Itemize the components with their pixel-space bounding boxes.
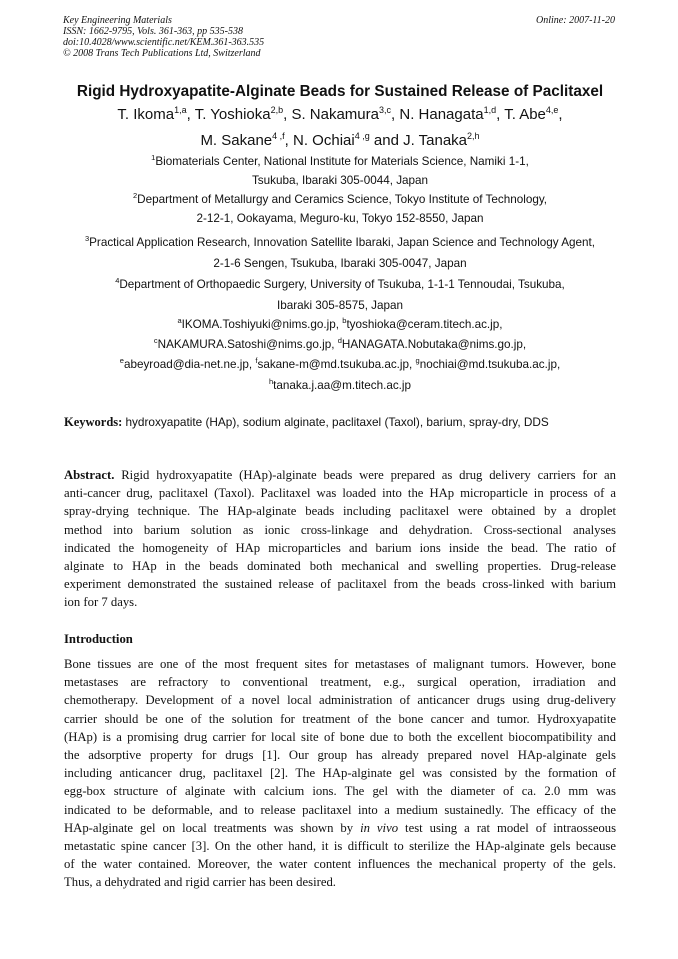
email: $^c$NAKAMURA.Satoshi@nims.go.jp	[153, 336, 332, 351]
issn-line: ISSN: 1662-9795, Vols. 361-363, pp 535-538	[63, 26, 243, 37]
affiliation-2: $^2$Department of Metallurgy and Ceramics Science, Tokyo Institute of Technology, 2-12-1, Ookayama, Meguro-ku, Tokyo 152-8550, Japan	[132, 191, 548, 225]
keywords-text: hydroxyapatite (HAp), sodium alginate, paclitaxel (Taxol), barium, spray-dry, DDS	[125, 415, 549, 429]
journal-header	[63, 15, 615, 59]
author: T. Ikoma$^{1,a}$	[117, 105, 187, 123]
author-line-2: M. Sakane$^{4 ,f}$, N. Ochiai$^{4 ,g}$ and J. Tanaka$^{2,h}$	[200, 131, 480, 149]
email: $^f$sakane-m@md.tsukuba.ac.jp	[255, 356, 410, 371]
author: N. Hanagata$^{1,d}$	[399, 105, 497, 123]
author: N. Ochiai$^{4 ,g}$	[293, 131, 370, 149]
abstract-label: Abstract.	[64, 468, 115, 482]
email: $^d$HANAGATA.Nobutaka@nims.go.jp	[337, 336, 523, 351]
email: $^g$nochiai@md.tsukuba.ac.jp	[415, 356, 557, 371]
email-line-3: $^e$abeyroad@dia-net.ne.jp, $^f$sakane-m@md.tsukuba.ac.jp, $^g$nochiai@md.tsukuba.ac.jp,	[119, 356, 561, 371]
email: $^e$abeyroad@dia-net.ne.jp	[119, 356, 249, 371]
affiliation-3: $^3$Practical Application Research, Innovation Satellite Ibaraki, Japan Science and Technology Agent, 2-1-6 Sengen, Tsukuba, Ibaraki 305-0047, Japan	[84, 234, 596, 270]
email: $^h$tanaka.j.aa@m.titech.ac.jp	[268, 377, 412, 392]
keywords-label: Keywords:	[64, 415, 123, 429]
email: $^a$IKOMA.Toshiyuki@nims.go.jp	[177, 316, 336, 331]
doi-line: doi:10.4028/www.scientific.net/KEM.361-363.535	[63, 37, 265, 48]
affiliation-1: $^1$Biomaterials Center, National Institute for Materials Science, Namiki 1-1, Tsukuba, Ibaraki 305-0044, Japan	[151, 153, 529, 187]
author: M. Sakane$^{4 ,f}$	[200, 131, 285, 149]
paper-title: Rigid Hydroxyapatite-Alginate Beads for Sustained Release of Paclitaxel	[76, 83, 604, 100]
abstract: Abstract. Rigid hydroxyapatite (HAp)-alginate beads were prepared as drug delivery carriers for an anti-cancer drug, paclitaxel (Taxol). Paclitaxel was loaded into the HAp microparticle in process of a spray-drying technique. The HAp-alginate beads including paclitaxel were obtained by a droplet method into barium solution as ionic cross-linkage and dehydration. Cross-sectional analyses indicated the homogeneity of HAp microparticles and barium ions inside the bead. The ratio of alginate to HAp in the beads dominated both mechanical and swelling properties. Drug-release experiment demonstrated the sustained release of paclitaxel from the beads cross-linked with barium ion for 7 days.	[64, 468, 616, 610]
introduction-body: Bone tissues are one of the most frequent sites for metastases of malignant tumors. However, bone metastases are refractory to conventional treatment, e.g., surgical operation, irradiation and chemotherapy. Development of a novel local administration of anticancer drugs using drug-delivery carrier should be one of the solution for treatment of the bone cancer and tumor. Hydroxyapatite (HAp) is a promising drug carrier for local site of bone due to both the excellent biocompatibility and the adsorptive property for drugs [1]. Our group has already prepared novel HAp-alginate gels including anticancer drug, paclitaxel [2]. The HAp-alginate gel was consisted by the formation of egg-box structure of alginate with calcium ions. The gel with the diameter of ca. 2.0 mm was indicated to be deformable, and to release paclitaxel into a medium sustainedly. The efficacy of the HAp-alginate gel on local treatments was shown by in vivo test using a rat model of intraosseous metastatic spine cancer [3]. On the other hand, it is difficult to sterilize the HAp-alginate gels because of the water contained. Moreover, the water content influences the mechanical property of the gels. Thus, a dehydrated and rigid carrier has been desired.	[64, 657, 617, 890]
email: $^b$tyoshioka@ceram.titech.ac.jp	[342, 316, 500, 331]
author: T. Abe$^{4,e}$	[504, 105, 559, 123]
email-line-2: $^c$NAKAMURA.Satoshi@nims.go.jp, $^d$HANAGATA.Nobutaka@nims.go.jp,	[153, 336, 527, 351]
email-line-1: $^a$IKOMA.Toshiyuki@nims.go.jp, $^b$tyoshioka@ceram.titech.ac.jp,	[177, 316, 503, 331]
online-date: Online: 2007-11-20	[536, 15, 615, 26]
section-heading-introduction: Introduction	[64, 632, 133, 646]
copyright-line: © 2008 Trans Tech Publications Ltd, Switzerland	[63, 48, 261, 59]
email-line-4	[40, 379, 640, 393]
affiliation-4: $^4$Department of Orthopaedic Surgery, University of Tsukuba, 1-1-1 Tennoudai, Tsukuba, Ibaraki 305-8575, Japan	[115, 276, 565, 312]
author: S. Nakamura$^{3,c}$	[291, 105, 392, 123]
keywords	[64, 415, 616, 430]
journal-name: Key Engineering Materials	[63, 15, 172, 26]
author: J. Tanaka$^{2,h}$	[403, 131, 480, 149]
author-line-1: T. Ikoma$^{1,a}$, T. Yoshioka$^{2,b}$, S. Nakamura$^{3,c}$, N. Hanagata$^{1,d}$, T. Abe$^{4,e}$,	[117, 105, 563, 123]
author: T. Yoshioka$^{2,b}$	[194, 105, 284, 123]
